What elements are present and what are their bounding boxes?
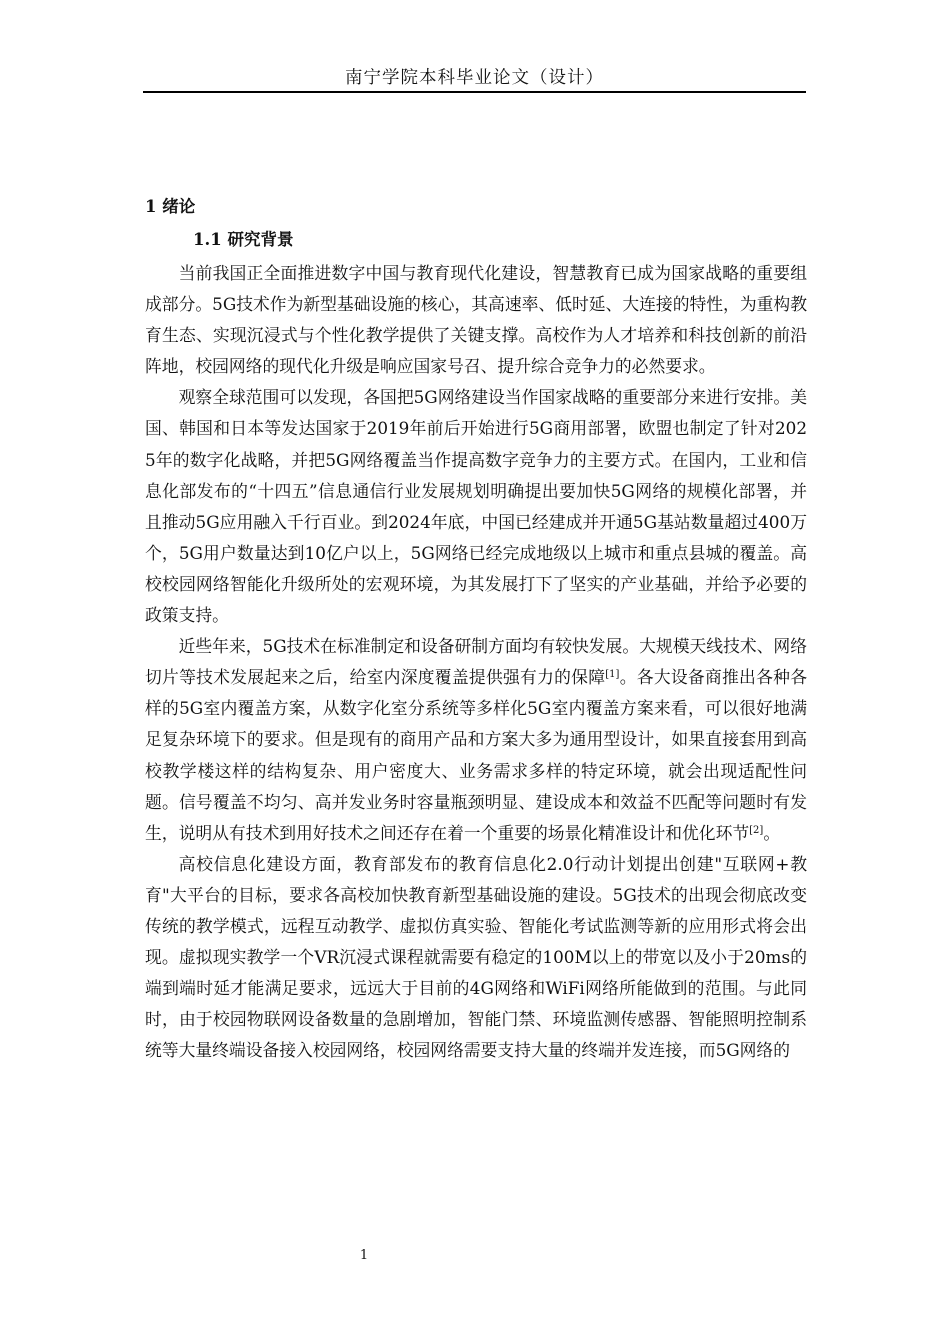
paragraph-3-text-c: 。	[763, 822, 781, 843]
paragraph-3-text-a: 近些年来，5G技术在标准制定和设备研制方面均有较快发展。大规模天线技术、网络切片等技术发展起来之后，给室内深度覆盖提供强有力的保障	[145, 636, 807, 688]
paragraph-1: 当前我国正全面推进数字中国与教育现代化建设，智慧教育已成为国家战略的重要组成部分。5G技术作为新型基础设施的核心，其高速率、低时延、大连接的特性，为重构教育生态、实现沉浸式与个性化教学提供了关键支撑。高校作为人才培养和科技创新的前沿阵地，校园网络的现代化升级是响应国家号召、提升综合竞争力的必然要求。	[145, 263, 807, 377]
paragraph-4: 高校信息化建设方面，教育部发布的教育信息化2.0行动计划提出创建"互联网+教育"大平台的目标，要求各高校加快教育新型基础设施的建设。5G技术的出现会彻底改变传统的教学模式，远程互动教学、虚拟仿真实验、智能化考试监测等新的应用形式将会出现。虚拟现实教学一个VR沉浸式课程就需要有稳定的100M以上的带宽以及小于20ms的端到端时延才能满足要求，远远大于目前的4G网络和WiFi网络所能做到的范围。与此同时，由于校园物联网设备数量的急剧增加，智能门禁、环境监测传感器、智能照明控制系统等大量终端设备接入校园网络，校园网络需要支持大量的终端并发连接，而5G网络的	[145, 853, 807, 1061]
paragraph-3-text-b: 。各大设备商推出各种各样的5G室内覆盖方案，从数字化室分系统等多样化5G室内覆盖方案来看，可以很好地满足复杂环境下的要求。但是现有的商用产品和方案大多为通用型设计，如果直接套用到高校教学楼这样的结构复杂、用户密度大、业务需求多样的特定环境，就会出现适配性问题。信号覆盖不均匀、高并发业务时容量瓶颈明显、建设成本和效益不匹配等问题时有发生，说明从有技术到用好技术之间还存在着一个重要的场景化精准设计和优化环节	[145, 667, 807, 843]
header-rule	[143, 91, 806, 93]
citation-2: [2]	[749, 824, 764, 836]
body-text	[145, 258, 807, 1066]
section-title: 1.1 研究背景	[193, 230, 294, 249]
page-number: 1	[359, 1248, 369, 1263]
paragraph-2: 观察全球范围可以发现，各国把5G网络建设当作国家战略的重要部分来进行安排。美国、韩国和日本等发达国家于2019年前后开始进行5G商用部署，欧盟也制定了针对2025年的数字化战略，并把5G网络覆盖当作提高数字竞争力的主要方式。在国内，工业和信息化部发布的“十四五”信息通信行业发展规划明确提出要加快5G网络的规模化部署，并且推动5G应用融入千行百业。到2024年底，中国已经建成并开通5G基站数量超过400万个，5G用户数量达到10亿户以上，5G网络已经完成地级以上城市和重点县城的覆盖。高校校园网络智能化升级所处的宏观环境，为其发展打下了坚实的产业基础，并给予必要的政策支持。	[145, 387, 807, 626]
citation-1: [1]	[605, 669, 620, 681]
paragraph-3	[145, 631, 807, 849]
page-header: 南宁学院本科毕业论文（设计）	[345, 68, 604, 88]
chapter-title: 1 绪论	[145, 197, 196, 216]
